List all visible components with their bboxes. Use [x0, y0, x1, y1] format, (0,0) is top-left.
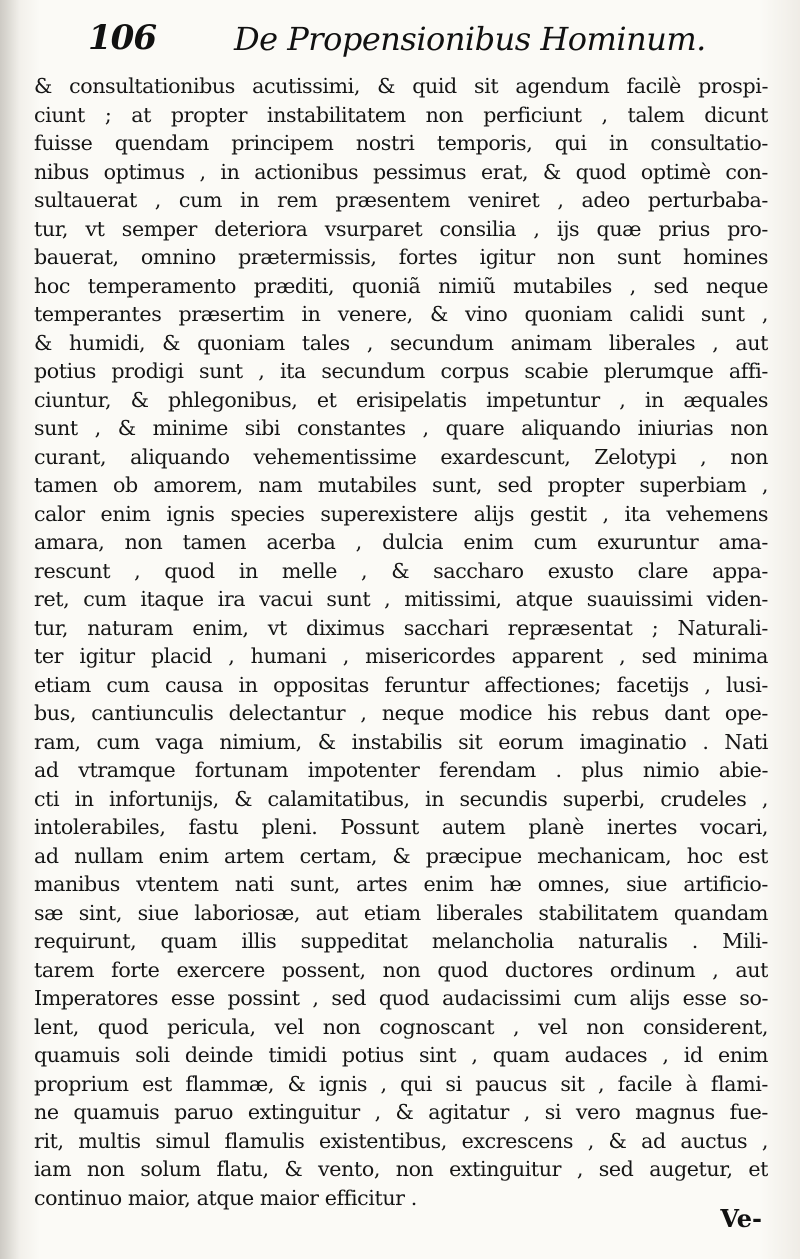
text-line: proprium est flammæ, & ignis , qui si paucus sit , facile à flami- — [34, 1071, 768, 1096]
text-line: cti in infortunijs, & calamitatibus, in secundis superbi, crudeles , — [34, 786, 768, 811]
text-line: potius prodigi sunt , ita secundum corpus scabie plerumque affi- — [34, 359, 768, 383]
text-line: Imperatores esse possint , sed quod audacissimi cum alijs esse so- — [34, 986, 768, 1010]
text-line: amara, non tamen acerba , dulcia enim cum exuruntur ama- — [34, 530, 768, 554]
text-line: ciunt ; at propter instabilitatem non perficiunt , talem dicunt — [34, 102, 768, 127]
text-line: bauerat, omnino prætermissis, fortes igitur non sunt homines — [34, 245, 768, 269]
text-line: rescunt , quod in melle , & saccharo exusto clare appa- — [34, 558, 768, 583]
text-line-last: continuo maior, atque maior efficitur . — [34, 1185, 417, 1210]
text-line: hoc temperamento præditi, quoniã nimiũ mutabiles , sed neque — [34, 273, 768, 298]
running-head: De Propensionibus Hominum. — [234, 20, 706, 58]
text-line: ram, cum vaga nimium, & instabilis sit eorum imaginatio . Nati — [34, 729, 768, 754]
text-line: nibus optimus , in actionibus pessimus erat, & quod optimè con- — [34, 159, 768, 184]
text-line: ad vtramque fortunam impotenter ferendam . plus nimio abie- — [34, 758, 768, 782]
text-line: requirunt, quam illis suppeditat melancholia naturalis . Mili- — [34, 929, 768, 953]
spine-shadow — [0, 0, 20, 1259]
text-line: tamen ob amorem, nam mutabiles sunt, sed propter superbiam , — [34, 473, 768, 497]
text-line: lent, quod pericula, vel non cognoscant , vel non considerent, — [34, 1014, 768, 1039]
text-line: tarem forte exercere possent, non quod ductores ordinum , aut — [34, 957, 768, 982]
catchword: Ve- — [720, 1204, 762, 1233]
text-line: & consultationibus acutissimi, & quid sit agendum facilè prospi- — [34, 74, 768, 98]
text-line: tur, vt semper deteriora vsurparet consilia , ijs quæ prius pro- — [34, 216, 768, 241]
text-line: tur, naturam enim, vt diximus sacchari repræsentat ; Naturali- — [34, 615, 768, 640]
text-line: ret, cum itaque ira vacui sunt , mitissimi, atque suauissimi viden- — [34, 587, 768, 611]
page-number: 106 — [88, 18, 156, 58]
text-line: calor enim ignis species superexistere alijs gestit , ita vehemens — [34, 501, 768, 526]
text-line: sultauerat , cum in rem præsentem veniret , adeo perturbaba- — [34, 188, 768, 212]
text-line: bus, cantiunculis delectantur , neque modice his rebus dant ope- — [34, 701, 768, 725]
text-line: intolerabiles, fastu pleni. Possunt autem planè inertes vocari, — [34, 815, 768, 839]
body-text — [34, 72, 768, 1212]
text-line: & humidi, & quoniam tales , secundum animam liberales , aut — [34, 330, 768, 355]
text-line: ad nullam enim artem certam, & præcipue mechanicam, hoc est — [34, 843, 768, 868]
text-line: fuisse quendam principem nostri temporis, qui in consultatio- — [34, 131, 768, 155]
text-line: etiam cum causa in oppositas feruntur affectiones; facetijs , lusi- — [34, 672, 768, 697]
text-line: iam non solum flatu, & vento, non extinguitur , sed augetur, et — [34, 1157, 768, 1181]
text-line: ter igitur placid , humani , misericordes apparent , sed minima — [34, 644, 768, 668]
text-line: quamuis soli deinde timidi potius sint , quam audaces , id enim — [34, 1043, 768, 1067]
text-line: rit, multis simul flamulis existentibus, excrescens , & ad auctus , — [34, 1128, 768, 1153]
text-line: temperantes præsertim in venere, & vino quoniam calidi sunt , — [34, 302, 768, 326]
text-line: ciuntur, & phlegonibus, et erisipelatis impetuntur , in æquales — [34, 387, 768, 412]
text-line: sunt , & minime sibi constantes , quare aliquando iniurias non — [34, 416, 768, 440]
text-line: curant, aliquando vehementissime exardescunt, Zelotypi , non — [34, 444, 768, 469]
page-header — [88, 18, 748, 64]
text-line: manibus vtentem nati sunt, artes enim hæ omnes, siue artificio- — [34, 872, 768, 896]
text-line: sæ sint, siue laboriosæ, aut etiam liberales stabilitatem quandam — [34, 900, 768, 925]
text-line: ne quamuis paruo extinguitur , & agitatur , si vero magnus fue- — [34, 1100, 768, 1124]
